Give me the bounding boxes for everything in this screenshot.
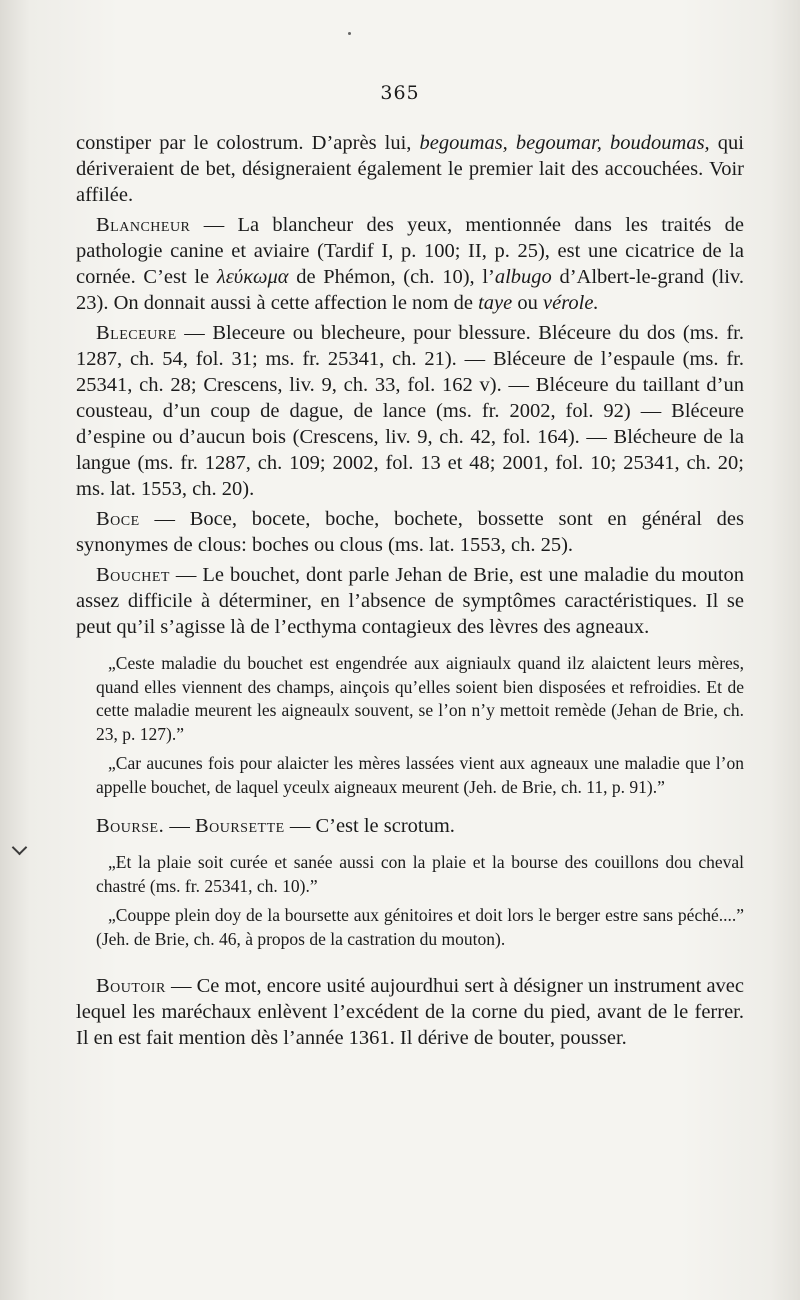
italic-term: vérole. xyxy=(543,292,599,314)
entry-text: — Le bouchet, dont parle Jehan de Brie, est une maladie du mouton assez difficile à déterminer, en l’absence de symptômes caractéristiques. Il se peut qu’il s’agisse là de l’ecthyma contagieux des lèvres des agneaux. xyxy=(76,564,744,638)
quote-block xyxy=(96,752,744,799)
quote-block xyxy=(96,652,744,746)
entry-headword: Bouchet xyxy=(96,564,170,586)
entry-boce xyxy=(76,506,744,558)
entry-headword: Bleceure xyxy=(96,322,177,344)
entry-headword: Blancheur xyxy=(96,214,191,236)
intro-text-c: qui dériveraient de bet, désigneraient également le premier lait des accouchées. Voir affilée. xyxy=(76,132,744,206)
page-body xyxy=(76,130,744,1051)
margin-tick-mark xyxy=(12,840,28,856)
entry-blancheur xyxy=(76,212,744,316)
intro-italic-terms: begoumas, begoumar, boudoumas, xyxy=(419,132,710,154)
italic-term: albugo xyxy=(494,266,552,288)
entry-headword: Boursette xyxy=(194,815,285,837)
quote-text: „Et la plaie soit curée et sanée aussi con la plaie et la bourse des couillons dou cheval chastré (ms. fr. 25341, ch. 10).” xyxy=(96,852,744,896)
page-number: 365 xyxy=(380,82,420,104)
entry-boutoir xyxy=(76,973,744,1051)
quote-block xyxy=(96,851,744,898)
entry-text: — Boce, bocete, boche, bochete, bossette sont en général des synonymes de clous: boches ou clous (ms. lat. 1553, ch. 25). xyxy=(76,508,744,556)
entry-headword: Bourse. xyxy=(96,815,165,837)
entry-separator: — xyxy=(164,815,195,837)
entry-text: de Phémon, (ch. 10), l’ xyxy=(288,266,495,288)
entry-text: — C’est le scrotum. xyxy=(284,815,455,837)
greek-term: λεύκωμα xyxy=(216,266,289,288)
italic-term: taye xyxy=(478,292,513,314)
quote-block xyxy=(96,904,744,951)
entry-headword: Boutoir xyxy=(96,975,166,997)
intro-paragraph xyxy=(76,130,744,208)
quote-text: „Couppe plein doy de la boursette aux génitoires et doit lors le berger estre sans péché....” (Jeh. de Brie, ch. 46, à propos de la castration du mouton). xyxy=(96,905,744,949)
intro-text-a: constiper par le colostrum. D’après lui, xyxy=(76,132,420,154)
quote-text: „Ceste maladie du bouchet est engendrée aux aigniaulx quand ilz alaictent leurs mères, quand elles viennent des champs, ainçois qu’elles soient bien disposées et refroidies. Et de cette maladie meurent les aigneaulx souvent, se l’on n’y mettoit remède (Jehan de Brie, ch. 23, p. 127).” xyxy=(96,653,744,744)
quote-text: „Car aucunes fois pour alaicter les mères lassées vient aux agneaux une maladie que l’on appelle bouchet, de laquel yceulx aigneaux meurent (Jeh. de Brie, ch. 11, p. 91).” xyxy=(96,753,744,797)
entry-headword: Boce xyxy=(96,508,140,530)
entry-bourse xyxy=(76,813,744,839)
entry-text: — Bleceure ou blecheure, pour blessure. Bléceure du dos (ms. fr. 1287, ch. 54, fol. 31; ms. fr. 25341, ch. 21). — Bléceure de l’espaule (ms. fr. 25341, ch. 28; Crescens, liv. 9, ch. 33, fol. 162 v). — Bléceure du taillant d’un cousteau, d’un coup de dague, de lance (ms. fr. 2002, fol. 92) — Bléceure d’espine ou d’aucun bois (Crescens, liv. 9, ch. 42, fol. 164). — Blécheure de la langue (ms. fr. 1287, ch. 109; 2002, fol. 13 et 48; 2001, fol. 10; 25341, ch. 20; ms. lat. 1553, ch. 20). xyxy=(76,322,744,500)
entry-bouchet xyxy=(76,562,744,640)
entry-text: — La blancheur des yeux, mentionnée dans les traités de pathologie canine et aviaire (Tardif I, p. 100; II, p. 25), est une cicatrice de la cornée. C’est le xyxy=(76,214,744,288)
speck xyxy=(348,32,351,35)
entry-text: ou xyxy=(512,292,543,314)
entry-text: — Ce mot, encore usité aujourdhui sert à désigner un instrument avec lequel les maréchaux enlèvent l’excédent de la corne du pied, avant de le ferrer. Il en est fait mention dès l’année 1361. Il dérive de bouter, pousser. xyxy=(76,975,744,1049)
entry-bleceure xyxy=(76,320,744,502)
entry-text: d’Albert-le-grand (liv. 23). On donnait aussi à cette affection le nom de xyxy=(76,266,744,314)
